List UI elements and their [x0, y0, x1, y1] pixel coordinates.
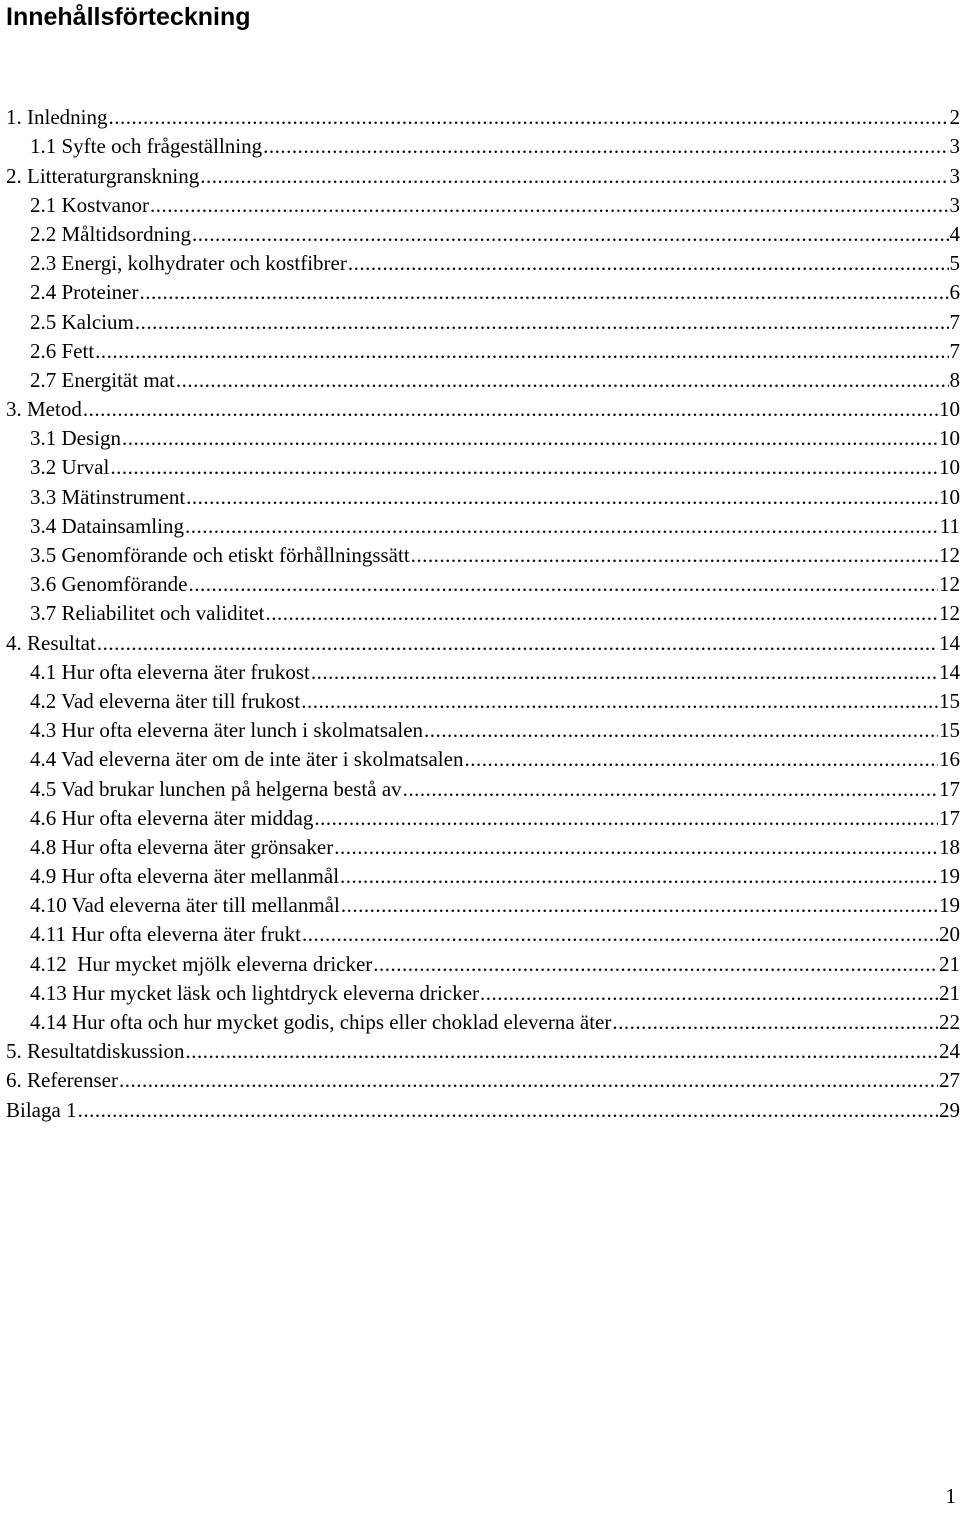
dot-leader — [311, 660, 938, 684]
toc-entry-title: 2.3 Energi, kolhydrater och kostfibrer — [30, 251, 347, 276]
toc-entry-page: 3 — [949, 134, 960, 159]
toc-entry-title: 3.4 Datainsamling — [30, 513, 184, 538]
toc-entry-page: 17 — [939, 776, 960, 801]
toc-entry[interactable] — [6, 217, 960, 246]
toc-entry-title: 4.5 Vad brukar lunchen på helgerna bestå av — [30, 776, 402, 801]
toc-entry-page: 7 — [949, 338, 960, 363]
dot-leader — [176, 368, 949, 392]
toc-entry-title: 2.6 Fett — [30, 338, 95, 363]
dot-leader — [78, 1098, 938, 1122]
toc-entry-title: 2.2 Måltidsordning — [30, 221, 191, 246]
table-of-contents — [6, 100, 960, 1122]
toc-entry[interactable] — [6, 859, 960, 888]
toc-entry-page: 12 — [939, 572, 960, 597]
toc-entry-page: 4 — [949, 221, 960, 246]
page-number: 1 — [945, 1484, 956, 1508]
toc-entry-page: 29 — [939, 1097, 960, 1122]
toc-entry-title: 4.11 Hur ofta eleverna äter frukt — [30, 922, 301, 947]
toc-entry-title: 2.1 Kostvanor — [30, 192, 149, 217]
toc-entry[interactable] — [6, 450, 960, 479]
toc-entry[interactable] — [6, 158, 960, 187]
toc-entry[interactable] — [6, 246, 960, 275]
toc-entry[interactable] — [6, 392, 960, 421]
dot-leader — [301, 689, 938, 713]
dot-leader — [135, 310, 949, 334]
toc-entry-title: 3.3 Mätinstrument — [30, 484, 186, 509]
toc-entry-title: 3.2 Urval — [30, 455, 110, 480]
toc-entry-page: 22 — [939, 1010, 960, 1034]
toc-entry-page: 12 — [939, 543, 960, 567]
dot-leader — [83, 397, 938, 421]
toc-entry[interactable] — [6, 479, 960, 508]
toc-entry-title: 4.1 Hur ofta eleverna äter frukost — [30, 659, 310, 684]
toc-entry-page: 10 — [939, 455, 960, 480]
page-title: Innehållsförteckning — [6, 3, 251, 31]
dot-leader — [263, 134, 948, 158]
toc-entry-title: 3.6 Genomförande — [30, 572, 188, 597]
toc-entry[interactable] — [6, 976, 960, 1005]
toc-entry-page: 10 — [939, 397, 960, 422]
toc-entry[interactable] — [6, 188, 960, 217]
toc-entry-page: 6 — [949, 280, 960, 305]
toc-entry[interactable] — [6, 1034, 960, 1063]
toc-entry-page: 3 — [949, 192, 960, 217]
toc-entry[interactable] — [6, 946, 960, 975]
toc-entry[interactable] — [6, 625, 960, 654]
dot-leader — [139, 280, 948, 304]
toc-entry[interactable] — [6, 801, 960, 830]
toc-entry[interactable] — [6, 304, 960, 333]
toc-entry-title: 4.9 Hur ofta eleverna äter mellanmål — [30, 864, 340, 889]
toc-entry[interactable] — [6, 684, 960, 713]
dot-leader — [341, 893, 938, 917]
toc-entry-page: 24 — [939, 1039, 960, 1064]
toc-entry[interactable] — [6, 129, 960, 158]
toc-entry-title: 3.5 Genomförande och etiskt förhållningssätt — [30, 543, 410, 567]
toc-entry-title: 2.4 Proteiner — [30, 280, 139, 305]
toc-entry[interactable] — [6, 713, 960, 742]
toc-entry[interactable] — [6, 655, 960, 684]
toc-entry-title: 4.8 Hur ofta eleverna äter grönsaker — [30, 834, 334, 859]
toc-entry-page: 15 — [939, 718, 960, 743]
toc-entry-page: 5 — [949, 251, 960, 276]
toc-entry-title: 1. Inledning — [6, 105, 108, 130]
dot-leader — [97, 631, 938, 655]
toc-entry[interactable] — [6, 742, 960, 771]
toc-entry[interactable] — [6, 421, 960, 450]
dot-leader — [188, 572, 938, 596]
toc-entry-page: 3 — [949, 163, 960, 188]
toc-entry-title: 6. Referenser — [6, 1068, 118, 1093]
toc-entry-page: 2 — [949, 105, 960, 130]
toc-entry[interactable] — [6, 1005, 960, 1034]
toc-entry-title: 4.12 Hur mycket mjölk eleverna dricker — [30, 951, 373, 976]
toc-entry[interactable] — [6, 917, 960, 946]
dot-leader — [95, 339, 948, 363]
toc-entry-title: 2.7 Energität mat — [30, 367, 175, 392]
toc-entry-page: 19 — [939, 864, 960, 889]
toc-entry[interactable] — [6, 596, 960, 625]
toc-entry-page: 16 — [939, 747, 960, 772]
toc-entry-page: 12 — [939, 601, 960, 626]
dot-leader — [348, 251, 949, 275]
toc-entry-title: 4.4 Vad eleverna äter om de inte äter i skolmatsalen — [30, 747, 464, 772]
toc-entry[interactable] — [6, 509, 960, 538]
toc-entry-title: Bilaga 1 — [6, 1097, 77, 1122]
toc-entry[interactable] — [6, 771, 960, 800]
toc-entry[interactable] — [6, 538, 960, 567]
toc-entry[interactable] — [6, 363, 960, 392]
toc-entry-page: 21 — [939, 951, 960, 976]
dot-leader — [411, 543, 938, 567]
toc-entry-page: 18 — [939, 834, 960, 859]
dot-leader — [340, 864, 938, 888]
dot-leader — [186, 485, 938, 509]
dot-leader — [464, 747, 938, 771]
toc-entry-title: 3.7 Reliabilitet och validitet — [30, 601, 265, 626]
toc-entry-page: 8 — [949, 367, 960, 392]
toc-entry[interactable] — [6, 1092, 960, 1121]
dot-leader — [480, 981, 938, 1005]
toc-entry[interactable] — [6, 275, 960, 304]
toc-entry-title: 4.2 Vad eleverna äter till frukost — [30, 688, 301, 713]
toc-entry-title: 2. Litteraturgranskning — [6, 163, 200, 188]
toc-entry[interactable] — [6, 830, 960, 859]
toc-entry-title: 4.10 Vad eleverna äter till mellanmål — [30, 893, 340, 918]
toc-entry[interactable] — [6, 888, 960, 917]
dot-leader — [612, 1010, 938, 1034]
dot-leader — [373, 952, 938, 976]
dot-leader — [302, 922, 938, 946]
toc-entry-page: 7 — [949, 309, 960, 334]
toc-entry-page: 19 — [939, 893, 960, 918]
dot-leader — [403, 777, 938, 801]
toc-entry-title: 3. Metod — [6, 397, 82, 422]
toc-entry-page: 10 — [939, 426, 960, 451]
toc-entry-page: 20 — [939, 922, 960, 947]
toc-entry-title: 4.3 Hur ofta eleverna äter lunch i skolmatsalen — [30, 718, 424, 743]
toc-entry[interactable] — [6, 334, 960, 363]
dot-leader — [192, 222, 949, 246]
toc-entry-page: 11 — [939, 513, 960, 538]
dot-leader — [334, 835, 938, 859]
toc-entry-title: 2.5 Kalcium — [30, 309, 134, 334]
dot-leader — [185, 514, 939, 538]
toc-entry-page: 14 — [939, 659, 960, 684]
toc-entry-page: 10 — [939, 484, 960, 509]
dot-leader — [110, 455, 938, 479]
toc-entry-title: 4.13 Hur mycket läsk och lightdryck eleverna dricker — [30, 980, 480, 1005]
toc-entry-page: 27 — [939, 1068, 960, 1093]
dot-leader — [314, 806, 938, 830]
dot-leader — [150, 193, 949, 217]
toc-entry-title: 4.6 Hur ofta eleverna äter middag — [30, 805, 314, 830]
dot-leader — [200, 164, 948, 188]
toc-entry-title: 3.1 Design — [30, 426, 121, 451]
dot-leader — [424, 718, 938, 742]
toc-entry-page: 17 — [939, 805, 960, 830]
toc-entry-title: 1.1 Syfte och frågeställning — [30, 134, 263, 159]
toc-entry-title: 4. Resultat — [6, 630, 96, 655]
toc-entry[interactable] — [6, 1063, 960, 1092]
dot-leader — [186, 1039, 938, 1063]
dot-leader — [108, 105, 948, 129]
toc-entry-page: 15 — [939, 688, 960, 713]
dot-leader — [265, 601, 938, 625]
toc-entry[interactable] — [6, 100, 960, 129]
toc-entry-page: 14 — [939, 630, 960, 655]
toc-entry-title: 4.14 Hur ofta och hur mycket godis, chips eller choklad eleverna äter — [30, 1010, 612, 1034]
dot-leader — [122, 426, 938, 450]
dot-leader — [119, 1068, 938, 1092]
toc-entry-title: 5. Resultatdiskussion — [6, 1039, 185, 1064]
toc-entry-page: 21 — [939, 980, 960, 1005]
toc-entry[interactable] — [6, 567, 960, 596]
